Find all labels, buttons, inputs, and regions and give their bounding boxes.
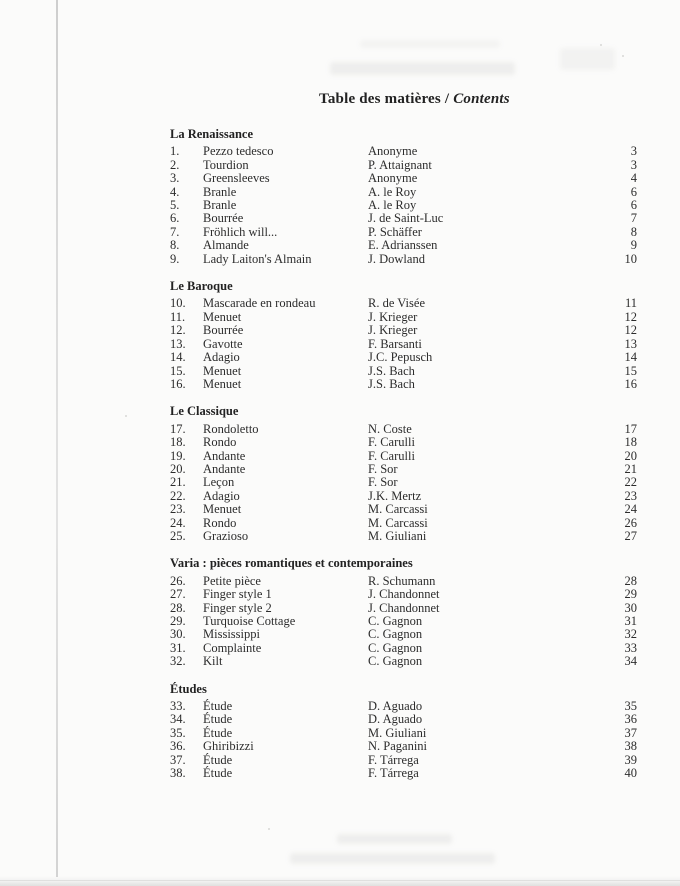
page-number: 7 — [630, 211, 637, 226]
toc-row — [170, 588, 637, 601]
composer-name: C. Gagnon — [368, 614, 423, 628]
toc-row — [170, 628, 637, 641]
toc-row — [170, 700, 637, 713]
page-number: 12 — [624, 323, 637, 338]
composer-name: E. Adrianssen — [368, 238, 438, 253]
page-number: 18 — [624, 435, 637, 450]
section-heading: Varia : pièces romantiques et contemporaines — [170, 556, 413, 571]
piece-title: Étude — [203, 752, 233, 767]
toc-row — [170, 324, 637, 337]
toc-row — [170, 727, 637, 740]
page-number: 39 — [624, 752, 637, 767]
section-heading: Le Classique — [170, 404, 239, 419]
scan-bottom-shade — [0, 876, 680, 886]
page-number: 21 — [624, 461, 637, 476]
page-number: 35 — [624, 699, 637, 714]
page-number: 24 — [624, 502, 637, 517]
composer-name: P. Schäffer — [368, 224, 422, 239]
row-number: 29. — [170, 614, 186, 628]
toc-section — [170, 280, 637, 391]
page-number: 6 — [630, 198, 637, 213]
toc-row — [170, 423, 637, 436]
piece-title: Branle — [203, 198, 237, 213]
composer-name: R. Schumann — [368, 573, 436, 588]
composer-name: F. Barsanti — [368, 336, 422, 351]
page-number: 37 — [624, 725, 637, 740]
toc-row — [170, 365, 637, 378]
page-number: 26 — [624, 515, 637, 530]
row-number: 9. — [170, 251, 180, 266]
composer-name: N. Paganini — [368, 739, 428, 754]
toc-row — [170, 602, 637, 615]
page-title — [319, 91, 510, 108]
toc-row — [170, 754, 637, 767]
page-number: 36 — [624, 712, 637, 727]
bleed-through-smudge — [360, 40, 500, 48]
page-number: 28 — [624, 573, 637, 588]
composer-name: J.S. Bach — [368, 376, 415, 391]
page-number: 16 — [624, 376, 637, 391]
row-number: 7. — [170, 224, 180, 239]
composer-name: C. Gagnon — [368, 654, 423, 669]
piece-title: Menuet — [203, 309, 242, 324]
toc-row — [170, 212, 637, 225]
row-number: 3. — [170, 171, 180, 186]
piece-title: Greensleeves — [203, 171, 270, 186]
composer-name: M. Carcassi — [368, 515, 428, 530]
piece-title: Rondo — [203, 435, 237, 450]
piece-title: Étude — [203, 699, 233, 714]
toc-row — [170, 145, 637, 158]
row-number: 28. — [170, 600, 186, 615]
composer-name: J. Krieger — [368, 309, 418, 324]
row-number: 15. — [170, 363, 186, 378]
piece-title: Rondo — [203, 515, 237, 530]
composer-name: A. le Roy — [368, 198, 417, 213]
piece-title: Mascarade en rondeau — [203, 296, 316, 311]
toc-row — [170, 378, 637, 391]
piece-title: Finger style 1 — [203, 587, 272, 602]
page-number: 23 — [624, 488, 637, 503]
row-number: 16. — [170, 376, 186, 391]
row-number: 23. — [170, 502, 186, 517]
page-number: 38 — [624, 739, 637, 754]
piece-title: Rondoletto — [203, 421, 259, 436]
toc-row — [170, 490, 637, 503]
page-title-main: Table des matières / — [319, 91, 454, 107]
piece-title: Andante — [203, 461, 246, 476]
composer-name: J.S. Bach — [368, 363, 415, 378]
row-number: 33. — [170, 699, 186, 714]
row-number: 1. — [170, 144, 180, 159]
piece-title: Adagio — [203, 350, 240, 365]
row-number: 20. — [170, 461, 186, 476]
piece-title: Menuet — [203, 376, 242, 391]
row-number: 5. — [170, 198, 180, 213]
row-number: 4. — [170, 184, 180, 199]
row-number: 34. — [170, 712, 186, 727]
toc-section — [170, 683, 637, 781]
page-number: 6 — [630, 184, 637, 199]
piece-title: Bourrée — [203, 211, 244, 226]
composer-name: F. Tárrega — [368, 766, 419, 781]
toc-row — [170, 575, 637, 588]
toc-row — [170, 338, 637, 351]
toc-row — [170, 199, 637, 212]
row-number: 36. — [170, 739, 186, 754]
bleed-through-smudge — [330, 62, 515, 75]
composer-name: J. Chandonnet — [368, 587, 440, 602]
page-title-italic: Contents — [453, 91, 510, 107]
composer-name: D. Aguado — [368, 699, 423, 714]
piece-title: Étude — [203, 712, 233, 727]
toc-row — [170, 253, 637, 266]
composer-name: F. Carulli — [368, 448, 415, 463]
toc-row — [170, 186, 637, 199]
toc-row — [170, 239, 637, 252]
composer-name: P. Attaignant — [368, 157, 432, 172]
piece-title: Mississippi — [203, 627, 260, 642]
page-number: 11 — [624, 296, 637, 311]
row-number: 26. — [170, 573, 186, 588]
piece-title: Fröhlich will... — [203, 224, 278, 239]
piece-title: Lady Laiton's Almain — [203, 251, 312, 266]
row-number: 27. — [170, 587, 186, 602]
piece-title: Pezzo tedesco — [203, 144, 274, 159]
piece-title: Menuet — [203, 363, 242, 378]
composer-name: J. Chandonnet — [368, 600, 440, 615]
toc-section — [170, 557, 637, 668]
composer-name: J. Dowland — [368, 251, 425, 266]
piece-title: Adagio — [203, 488, 240, 503]
composer-name: M. Giuliani — [368, 725, 427, 740]
row-number: 11. — [170, 309, 186, 324]
toc-row — [170, 450, 637, 463]
toc-row — [170, 436, 637, 449]
page-number: 20 — [624, 448, 637, 463]
scan-speck — [268, 828, 270, 830]
page-number: 10 — [624, 251, 637, 266]
page-number: 32 — [624, 627, 637, 642]
toc-row — [170, 655, 637, 668]
toc-row — [170, 503, 637, 516]
row-number: 18. — [170, 435, 186, 450]
page-number: 14 — [624, 350, 637, 365]
toc — [170, 128, 637, 780]
row-number: 22. — [170, 488, 186, 503]
piece-title: Petite pièce — [203, 573, 261, 588]
composer-name: C. Gagnon — [368, 640, 423, 655]
composer-name: J.K. Mertz — [368, 488, 422, 503]
toc-section — [170, 405, 637, 543]
toc-row — [170, 642, 637, 655]
piece-title: Kilt — [203, 654, 223, 669]
scan-speck — [125, 415, 127, 417]
row-number: 24. — [170, 515, 186, 530]
row-number: 30. — [170, 627, 186, 642]
composer-name: F. Carulli — [368, 435, 415, 450]
piece-title: Turquoise Cottage — [203, 614, 296, 628]
toc-row — [170, 615, 637, 628]
page-number: 17 — [624, 421, 637, 436]
toc-row — [170, 463, 637, 476]
page-number: 13 — [624, 336, 637, 351]
page-number: 29 — [624, 587, 637, 602]
toc-row — [170, 740, 637, 753]
bleed-through-smudge — [290, 853, 495, 864]
toc-section — [170, 128, 637, 266]
piece-title: Étude — [203, 725, 233, 740]
page-number: 27 — [624, 528, 637, 543]
row-number: 35. — [170, 725, 186, 740]
row-number: 14. — [170, 350, 186, 365]
section-heading: Études — [170, 681, 207, 696]
scan-edge-line — [56, 0, 58, 877]
composer-name: Anonyme — [368, 144, 418, 159]
composer-name: F. Sor — [368, 475, 398, 490]
piece-title: Étude — [203, 766, 233, 781]
toc-row — [170, 530, 637, 543]
composer-name: Anonyme — [368, 171, 418, 186]
composer-name: M. Giuliani — [368, 528, 427, 543]
row-number: 8. — [170, 238, 180, 253]
page-number: 40 — [624, 766, 637, 781]
composer-name: M. Carcassi — [368, 502, 428, 517]
piece-title: Finger style 2 — [203, 600, 272, 615]
composer-name: F. Sor — [368, 461, 398, 476]
row-number: 10. — [170, 296, 186, 311]
row-number: 31. — [170, 640, 186, 655]
toc-row — [170, 172, 637, 185]
row-number: 13. — [170, 336, 186, 351]
bleed-through-smudge — [337, 834, 452, 844]
piece-title: Gavotte — [203, 336, 243, 351]
toc-row — [170, 297, 637, 310]
toc-row — [170, 226, 637, 239]
scan-speck — [622, 55, 624, 57]
page-number: 33 — [624, 640, 637, 655]
row-number: 17. — [170, 421, 186, 436]
composer-name: D. Aguado — [368, 712, 423, 727]
page-number: 3 — [630, 157, 637, 172]
piece-title: Grazioso — [203, 528, 249, 543]
toc-row — [170, 517, 637, 530]
row-number: 21. — [170, 475, 186, 490]
piece-title: Leçon — [203, 475, 235, 490]
piece-title: Menuet — [203, 502, 242, 517]
page-number: 30 — [624, 600, 637, 615]
piece-title: Ghiribizzi — [203, 739, 254, 754]
row-number: 19. — [170, 448, 186, 463]
page-number: 4 — [630, 171, 637, 186]
composer-name: R. de Visée — [368, 296, 425, 311]
page-number: 31 — [624, 614, 637, 628]
page-number: 3 — [630, 144, 637, 159]
composer-name: J. Krieger — [368, 323, 418, 338]
row-number: 12. — [170, 323, 186, 338]
row-number: 2. — [170, 157, 180, 172]
toc-row — [170, 159, 637, 172]
page-number: 12 — [624, 309, 637, 324]
page-number: 34 — [624, 654, 637, 669]
toc-row — [170, 713, 637, 726]
composer-name: J.C. Pepusch — [368, 350, 433, 365]
row-number: 38. — [170, 766, 186, 781]
toc-row — [170, 351, 637, 364]
page-number: 15 — [624, 363, 637, 378]
composer-name: J. de Saint-Luc — [368, 211, 444, 226]
page-number: 8 — [630, 224, 637, 239]
toc-row — [170, 311, 637, 324]
piece-title: Tourdion — [203, 157, 249, 172]
row-number: 32. — [170, 654, 186, 669]
piece-title: Branle — [203, 184, 237, 199]
piece-title: Andante — [203, 448, 246, 463]
composer-name: F. Tárrega — [368, 752, 419, 767]
composer-name: N. Coste — [368, 421, 412, 436]
section-heading: La Renaissance — [170, 127, 253, 141]
row-number: 25. — [170, 528, 186, 543]
composer-name: C. Gagnon — [368, 627, 423, 642]
toc-row — [170, 476, 637, 489]
piece-title: Complainte — [203, 640, 262, 655]
scan-speck — [600, 44, 602, 46]
row-number: 37. — [170, 752, 186, 767]
toc-row — [170, 767, 637, 780]
page-number: 22 — [624, 475, 637, 490]
bleed-through-smudge — [560, 48, 615, 70]
composer-name: A. le Roy — [368, 184, 417, 199]
page-number: 9 — [630, 238, 637, 253]
row-number: 6. — [170, 211, 180, 226]
piece-title: Almande — [203, 238, 249, 253]
piece-title: Bourrée — [203, 323, 244, 338]
section-heading: Le Baroque — [170, 279, 233, 294]
